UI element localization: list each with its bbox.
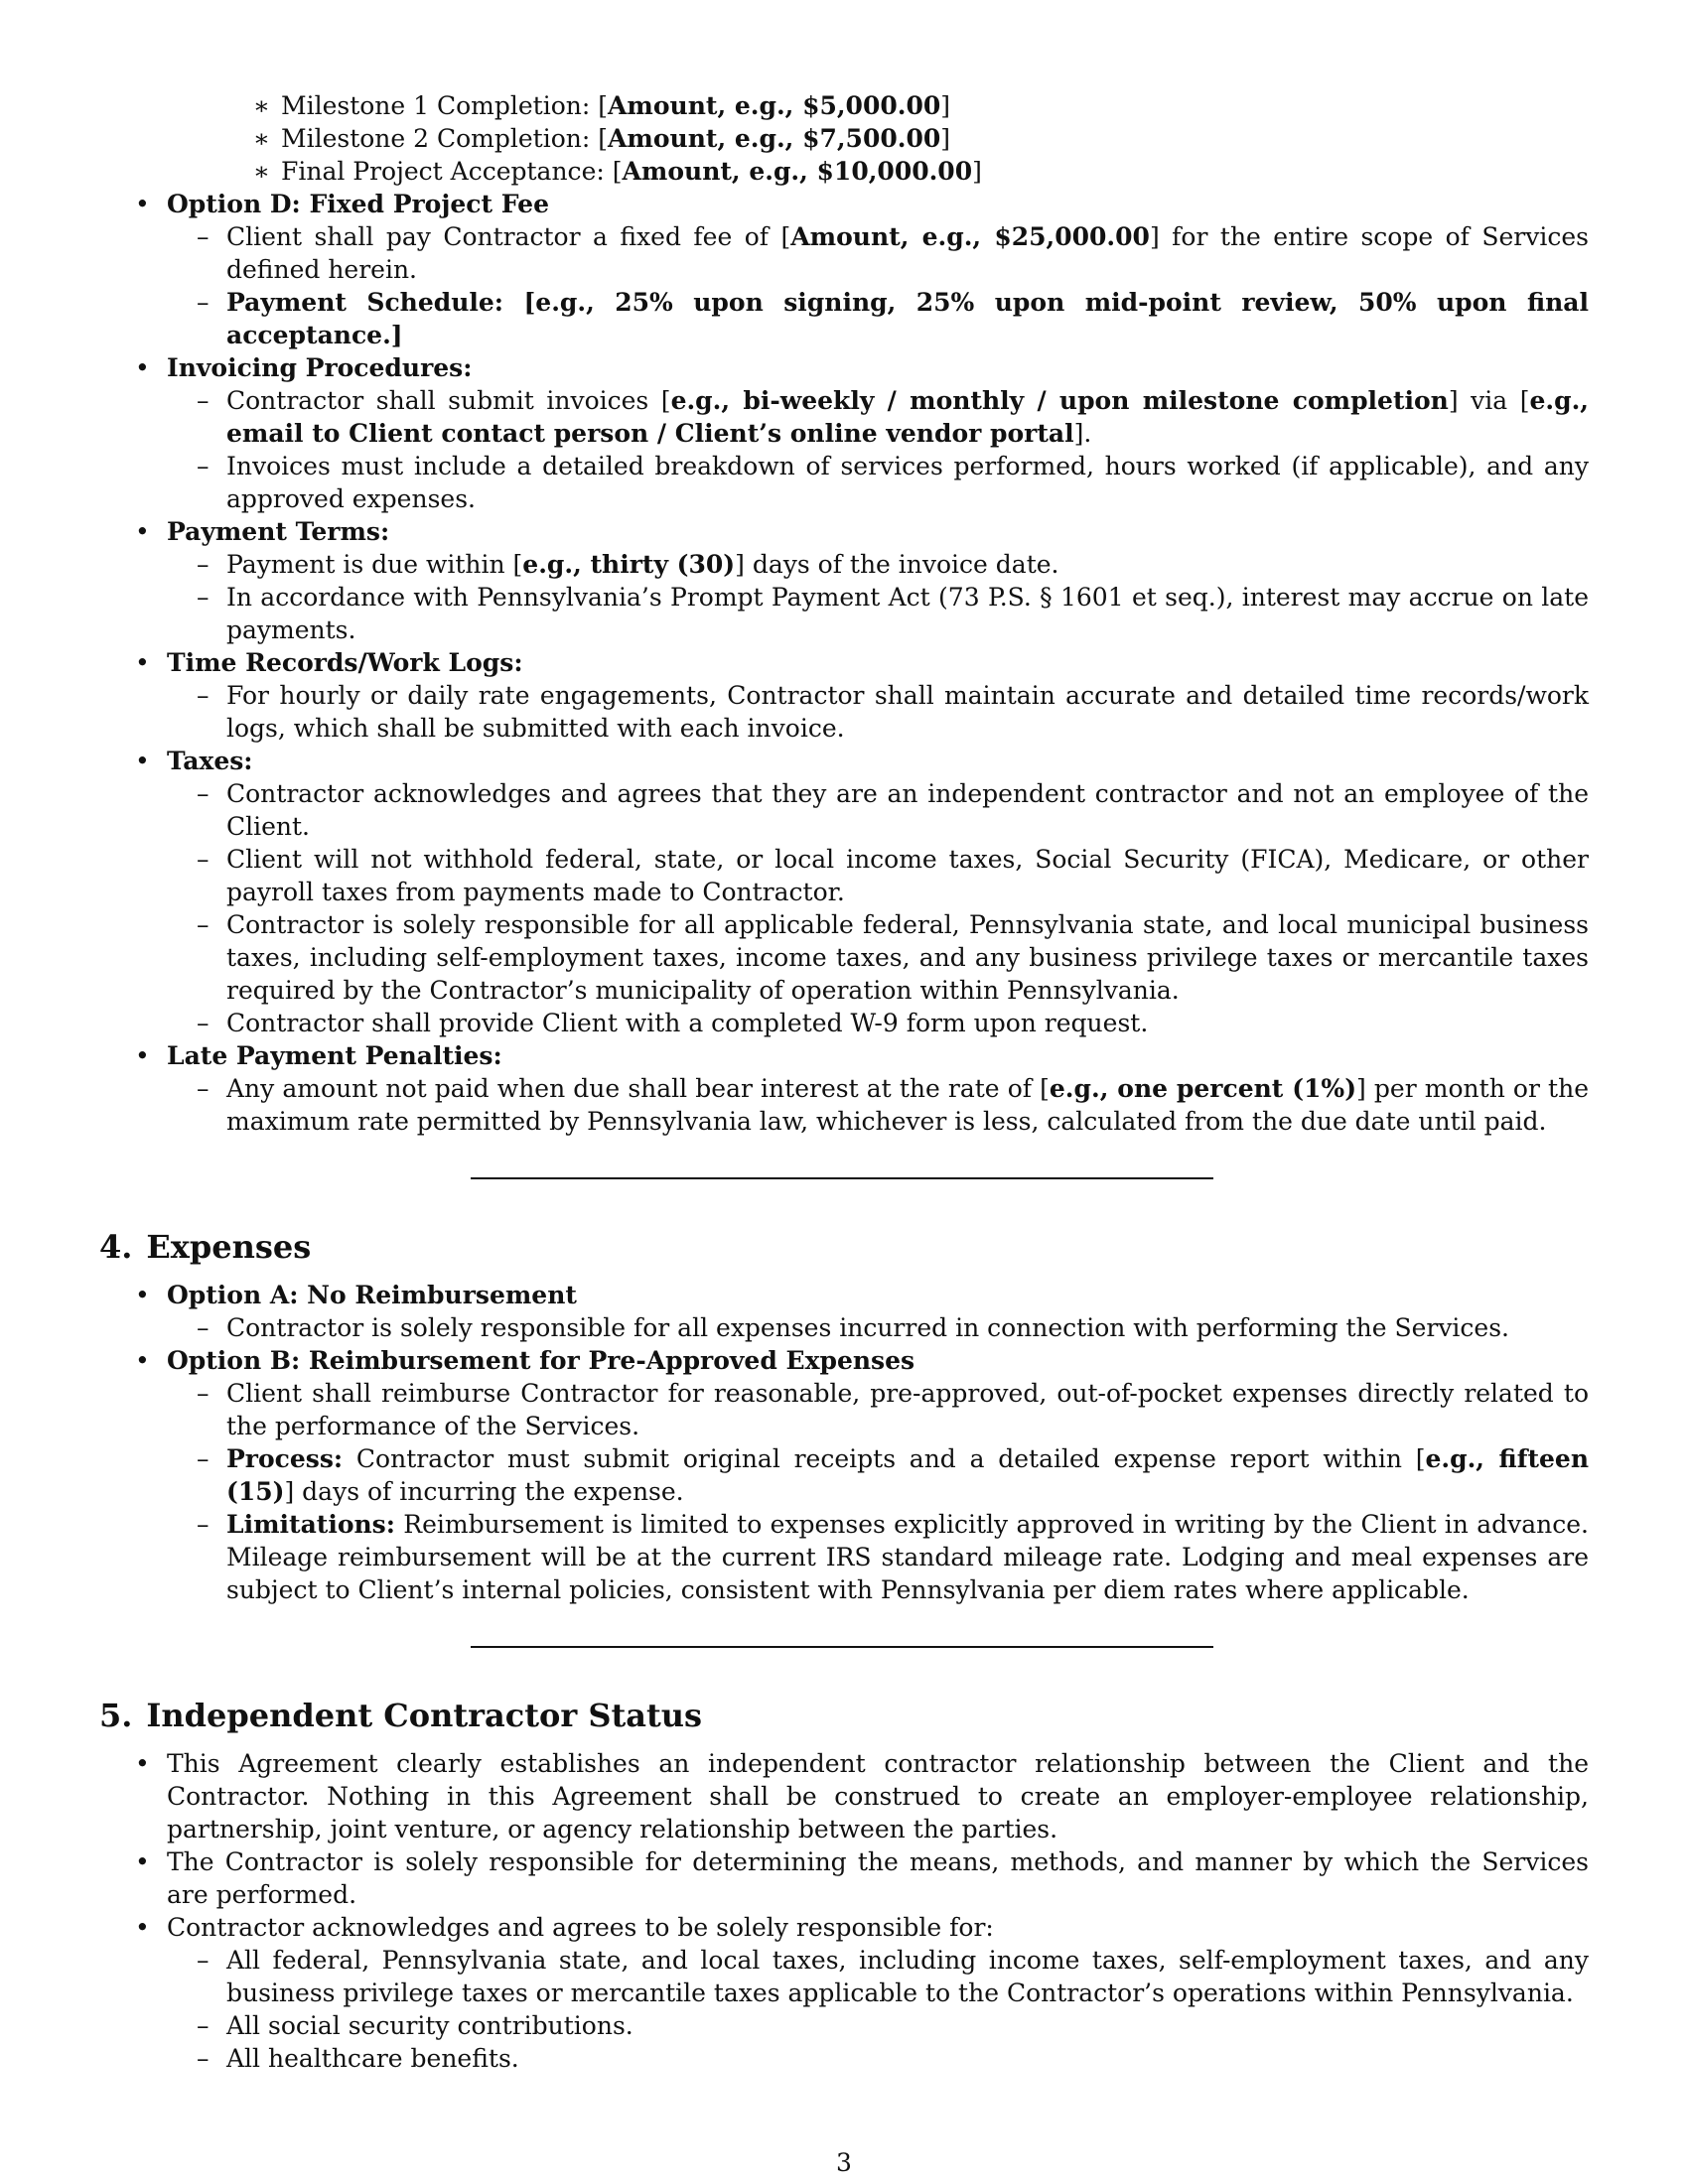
payment-terms-item: – In accordance with Pennsylvania’s Prompt Payment Act (73 P.S. § 1601 et seq.), interest may accrue on late payments.: [99, 581, 1589, 646]
section-4-heading: 4. Expenses: [99, 1228, 312, 1266]
late-payment-heading: • Late Payment Penalties:: [99, 1039, 1589, 1072]
document-body: [99, 89, 1589, 2075]
taxes-heading: • Taxes:: [99, 745, 1589, 777]
section-5-subitem: – All healthcare benefits.: [99, 2042, 1589, 2075]
payment-terms-heading: • Payment Terms:: [99, 515, 1589, 548]
payment-options-list: [99, 188, 1589, 1138]
section-divider: [471, 1646, 1213, 1648]
section-5-item: • Contractor acknowledges and agrees to be solely responsible for:: [99, 1911, 1589, 1944]
milestone-list: [99, 89, 1589, 188]
section-5-heading: 5. Independent Contractor Status: [99, 1697, 703, 1734]
option-d-fee: – Client shall pay Contractor a fixed fee of [Amount, e.g., $25,000.00] for the entire scope of Services defined herein.: [99, 220, 1589, 286]
taxes-item: – Contractor is solely responsible for all applicable federal, Pennsylvania state, and local municipal business taxes, including self-employment taxes, income taxes, and any business privilege taxes or mercantile taxes required by the Contractor’s municipality of operation within Pennsylvania.: [99, 908, 1589, 1007]
late-payment-item: – Any amount not paid when due shall bear interest at the rate of [e.g., one percent (1%)] per month or the maximum rate permitted by Pennsylvania law, whichever is less, calculated from the due date until paid.: [99, 1072, 1589, 1138]
section-5-subitem: – All social security contributions.: [99, 2009, 1589, 2042]
section-4-list: [99, 1279, 1589, 1606]
option-d-heading: • Option D: Fixed Project Fee: [99, 188, 1589, 220]
section-5-item: • This Agreement clearly establishes an independent contractor relationship between the Client and the Contractor. Nothing in this Agreement shall be construed to create an employer-employee relationship, partnership, joint venture, or agency relationship between the parties.: [99, 1747, 1589, 1845]
section-5-subitem: – All federal, Pennsylvania state, and local taxes, including income taxes, self-employment taxes, and any business privilege taxes or mercantile taxes applicable to the Contractor’s operations within Pennsylvania.: [99, 1944, 1589, 2009]
page-number: 3: [836, 2148, 852, 2177]
option-b-process: – Process: Contractor must submit original receipts and a detailed expense report within [e.g., fifteen (15)] days of incurring the expense.: [99, 1442, 1589, 1508]
taxes-item: – Client will not withhold federal, state, or local income taxes, Social Security (FICA), Medicare, or other payroll taxes from payments made to Contractor.: [99, 843, 1589, 908]
invoicing-item: – Contractor shall submit invoices [e.g., bi-weekly / monthly / upon milestone completion] via [e.g., email to Client contact person / Client’s online vendor portal].: [99, 384, 1589, 450]
section-5-list: [99, 1747, 1589, 2075]
milestone-item: ∗ Final Project Acceptance: [Amount, e.g., $10,000.00]: [99, 155, 1589, 188]
option-a-item: – Contractor is solely responsible for all expenses incurred in connection with performing the Services.: [99, 1311, 1589, 1344]
option-d-schedule: – Payment Schedule: [e.g., 25% upon signing, 25% upon mid-point review, 50% upon final acceptance.]: [99, 286, 1589, 351]
option-b-item: – Client shall reimburse Contractor for reasonable, pre-approved, out-of-pocket expenses directly related to the performance of the Services.: [99, 1377, 1589, 1442]
invoicing-heading: • Invoicing Procedures:: [99, 351, 1589, 384]
time-records-item: – For hourly or daily rate engagements, Contractor shall maintain accurate and detailed time records/work logs, which shall be submitted with each invoice.: [99, 679, 1589, 745]
option-b-limitations: – Limitations: Reimbursement is limited to expenses explicitly approved in writing by the Client in advance. Mileage reimbursement will be at the current IRS standard mileage rate. Lodging and meal expenses are subject to Client’s internal policies, consistent with Pennsylvania per diem rates where applicable.: [99, 1508, 1589, 1606]
milestone-item: ∗ Milestone 2 Completion: [Amount, e.g., $7,500.00]: [99, 122, 1589, 155]
milestone-item: ∗ Milestone 1 Completion: [Amount, e.g., $5,000.00]: [99, 89, 1589, 122]
taxes-item: – Contractor shall provide Client with a completed W-9 form upon request.: [99, 1007, 1589, 1039]
section-5-item: • The Contractor is solely responsible for determining the means, methods, and manner by which the Services are performed.: [99, 1845, 1589, 1911]
payment-terms-item: – Payment is due within [e.g., thirty (30)] days of the invoice date.: [99, 548, 1589, 581]
section-divider: [471, 1177, 1213, 1179]
option-b-heading: • Option B: Reimbursement for Pre-Approved Expenses: [99, 1344, 1589, 1377]
time-records-heading: • Time Records/Work Logs:: [99, 646, 1589, 679]
taxes-item: – Contractor acknowledges and agrees that they are an independent contractor and not an employee of the Client.: [99, 777, 1589, 843]
option-a-heading: • Option A: No Reimbursement: [99, 1279, 1589, 1311]
invoicing-item: – Invoices must include a detailed breakdown of services performed, hours worked (if applicable), and any approved expenses.: [99, 450, 1589, 515]
